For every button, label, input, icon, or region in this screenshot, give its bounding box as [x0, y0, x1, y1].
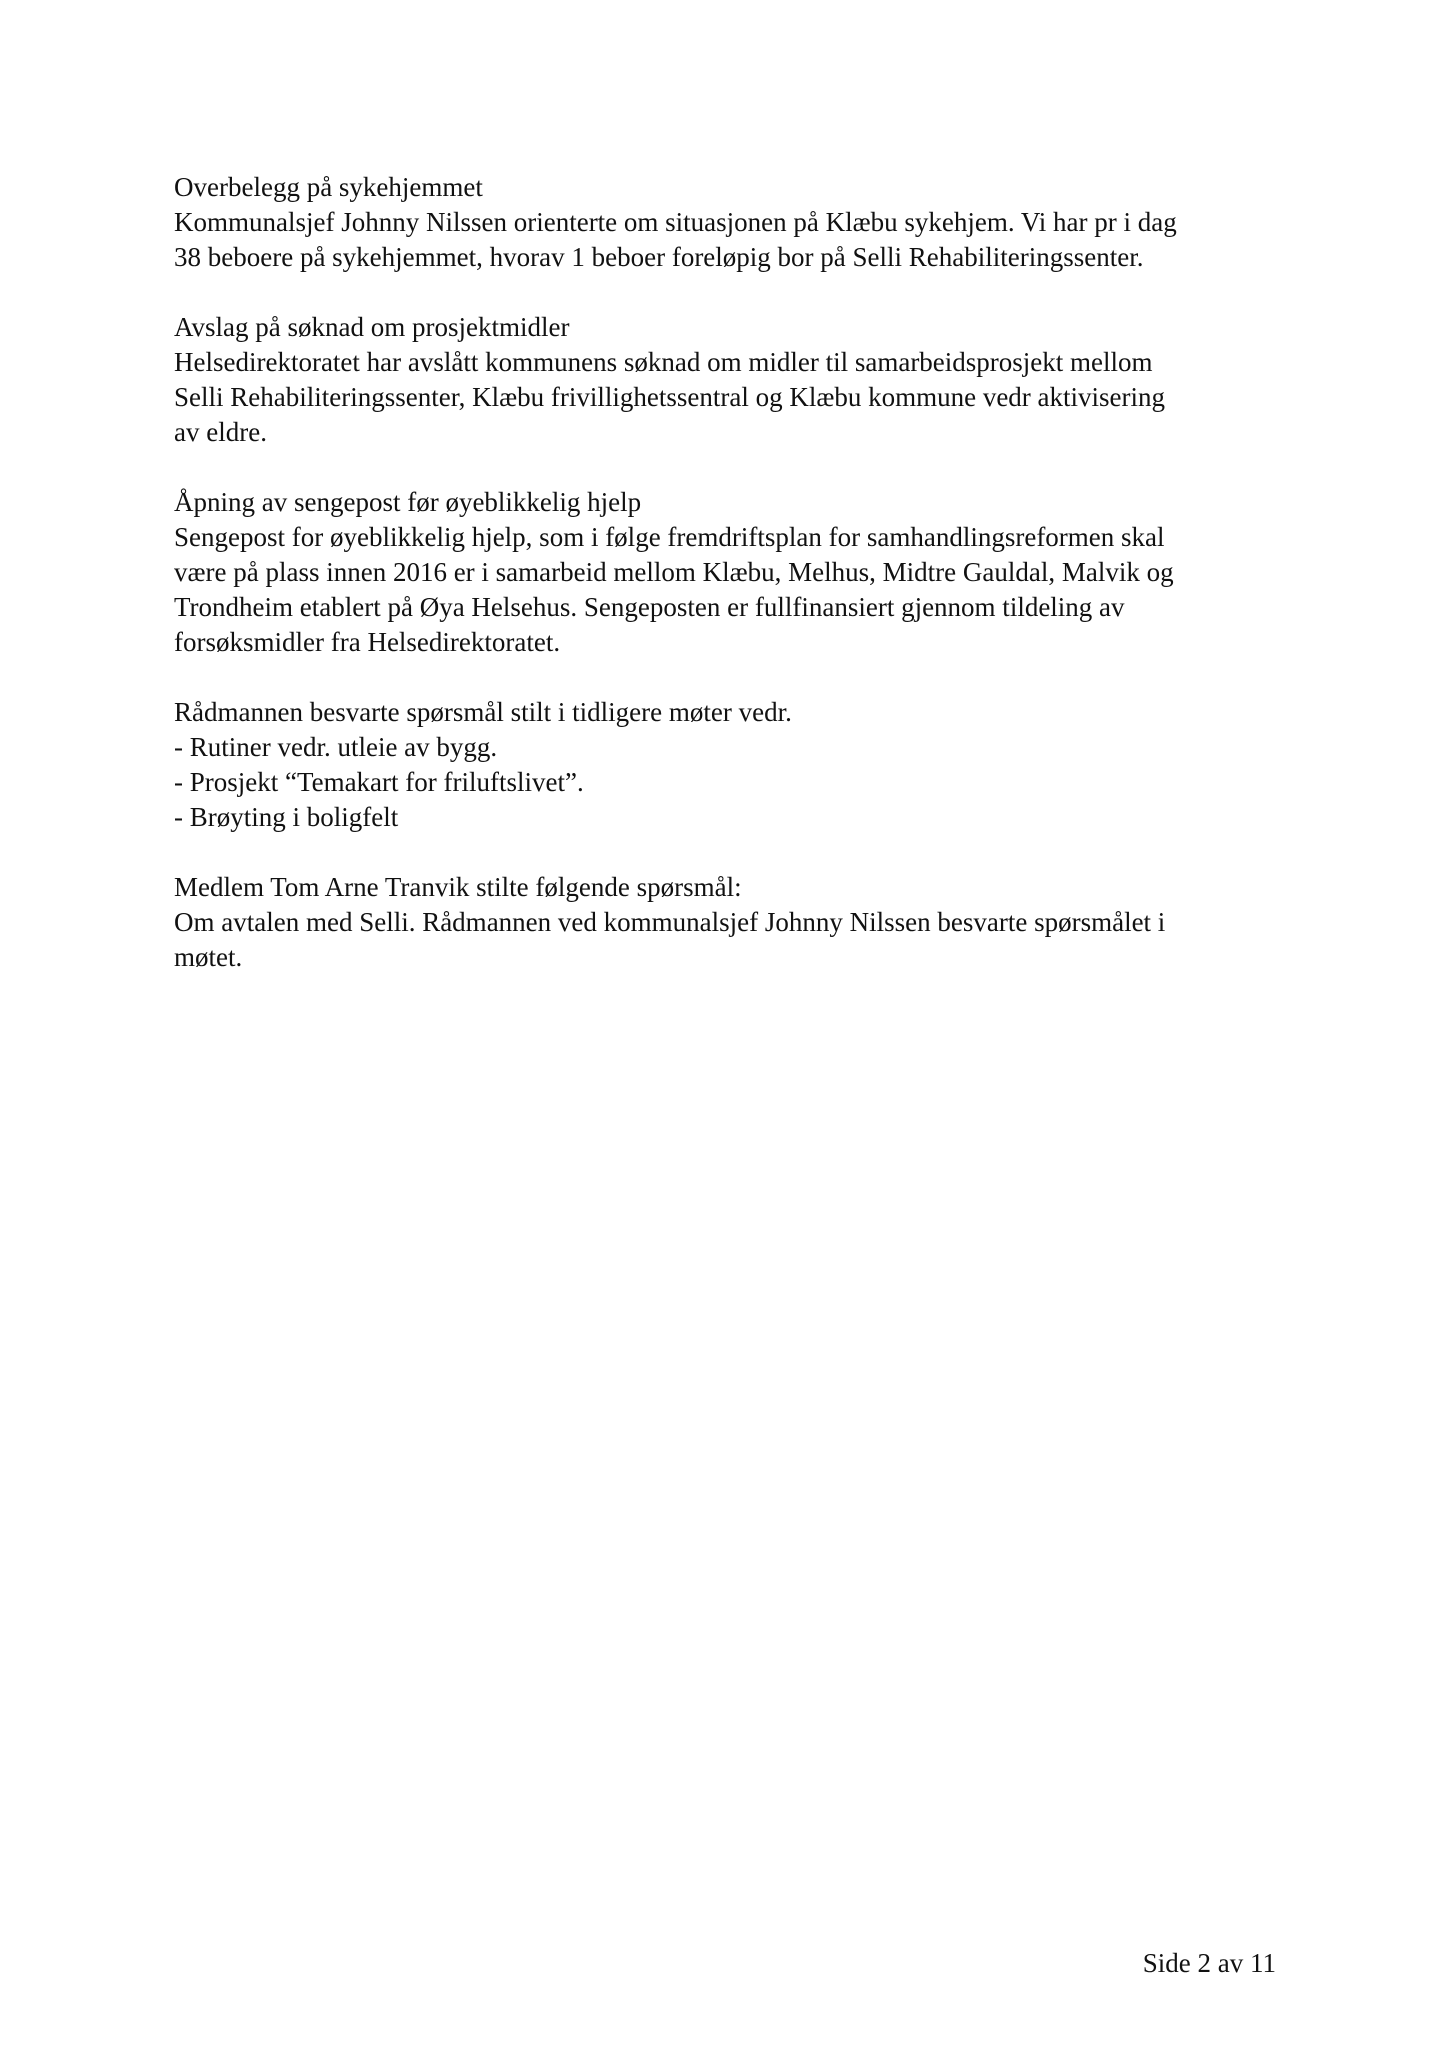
paragraph-line: Medlem Tom Arne Tranvik stilte følgende spørsmål: — [174, 872, 742, 902]
paragraph-line: Sengepost for øyeblikkelig hjelp, som i følge fremdriftsplan for samhandlingsreformen skal — [174, 522, 1165, 552]
paragraph-line: av eldre. — [174, 417, 267, 447]
list-item: - Rutiner vedr. utleie av bygg. — [174, 732, 498, 762]
section-overbelegg — [174, 170, 1294, 275]
paragraph-line: Trondheim etablert på Øya Helsehus. Sengeposten er fullfinansiert gjennom tildeling av — [174, 592, 1125, 622]
paragraph-line: Om avtalen med Selli. Rådmannen ved kommunalsjef Johnny Nilssen besvarte spørsmålet i — [174, 907, 1166, 937]
page-number: Side 2 av 11 — [1142, 1948, 1276, 1978]
paragraph-line: Rådmannen besvarte spørsmål stilt i tidligere møter vedr. — [174, 697, 792, 727]
section-medlem — [174, 870, 1294, 975]
list-item: - Brøyting i boligfelt — [174, 802, 399, 832]
section-heading: Avslag på søknad om prosjektmidler — [174, 312, 570, 342]
paragraph-line: Kommunalsjef Johnny Nilssen orienterte om situasjonen på Klæbu sykehjem. Vi har pr i dag — [174, 207, 1177, 237]
section-heading: Overbelegg på sykehjemmet — [174, 172, 483, 202]
list-item: - Prosjekt “Temakart for friluftslivet”. — [174, 767, 584, 797]
paragraph-line: være på plass innen 2016 er i samarbeid mellom Klæbu, Melhus, Midtre Gauldal, Malvik og — [174, 557, 1174, 587]
section-heading: Åpning av sengepost før øyeblikkelig hjelp — [174, 487, 642, 517]
document-body — [174, 170, 1294, 1010]
paragraph-line: møtet. — [174, 942, 243, 972]
paragraph-line: Helsedirektoratet har avslått kommunens søknad om midler til samarbeidsprosjekt mellom — [174, 347, 1153, 377]
section-avslag — [174, 310, 1294, 450]
section-sengepost — [174, 485, 1294, 660]
paragraph-line: forsøksmidler fra Helsedirektoratet. — [174, 627, 561, 657]
paragraph-line: 38 beboere på sykehjemmet, hvorav 1 beboer foreløpig bor på Selli Rehabiliteringssenter. — [174, 242, 1144, 272]
section-radmannen — [174, 695, 1294, 835]
paragraph-line: Selli Rehabiliteringssenter, Klæbu frivillighetssentral og Klæbu kommune vedr aktivisering — [174, 382, 1166, 412]
